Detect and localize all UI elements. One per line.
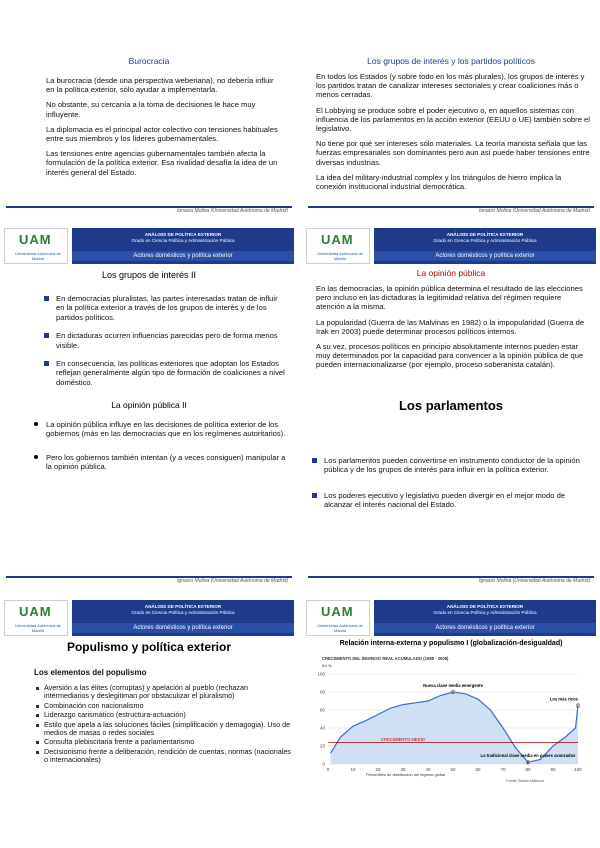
paragraph: El Lobbying se produce sobre el poder ejecutivo o, en aquellos sistemas con influencia de los parlamentos en la acción exterior (EEUU o UE) también sobre el legislativo. <box>316 105 590 134</box>
slide-opinion-publica-ii <box>0 396 298 586</box>
paragraph: En todos los Estados (y sobre todo en los más plurales), los grupos de interés y los partidos tratan de canalizar intereses sectoriales y crear coaliciones más o menos cerradas. <box>316 72 585 100</box>
footer-author: Ignacio Molina (Universidad Autónoma de Madrid) <box>479 578 590 584</box>
degree-name: Grado en Ciencia Política y Administración Pública <box>433 238 537 243</box>
x-tick-label: 70 <box>500 767 506 772</box>
list-item: Pero los gobiernos también intentan (y a veces consiguen) manipular a la opinión pública. <box>34 453 290 472</box>
paragraph: La diplomacia es el principal actor colectivo con tensiones habituales entre sus miembros y los líderes gubernamentales. <box>46 124 278 144</box>
banner-bar <box>72 228 294 264</box>
y-tick-label: 80 <box>319 689 325 695</box>
chart-title: CRECIMIENTO DEL INGRESO REAL ACUMULADO (1988 - 2008) <box>322 656 449 661</box>
slide-title: Los grupos de interés II <box>101 270 197 280</box>
y-axis-label: En % <box>322 663 332 668</box>
unit-name: Actores domésticos y política exterior <box>374 251 596 261</box>
x-axis-label: Percentiles de distribución del ingreso global <box>366 772 446 777</box>
unit-name: Actores domésticos y política exterior <box>72 623 294 633</box>
bullet-icon <box>312 458 317 463</box>
course-banner <box>0 598 298 638</box>
paragraph: No tiene por qué ser intereses sólo materiales. La teoría marxista señala que las fuerzas empresariales son dominantes pero aun así puede haber tensiones entre diversas industrias. <box>316 139 590 167</box>
course-title: ANÁLISIS DE POLÍTICA EXTERIOR <box>446 232 524 237</box>
uam-logo <box>306 228 370 264</box>
slide-opinion-publica <box>302 226 600 398</box>
unit-name: Actores domésticos y política exterior <box>374 623 596 633</box>
uam-logo <box>4 600 68 636</box>
paragraph: En las democracias, la opinión pública determina el resultado de las elecciones pero incluso en las dictaduras la legitimidad relativa del régimen requiere atención a la misma. <box>316 284 583 312</box>
bullet-list <box>34 420 290 481</box>
degree-name: Grado en Ciencia Política y Administración Pública <box>131 610 235 615</box>
x-tick-label: 80 <box>525 767 531 772</box>
list-item: Decisionismo frente a deliberación, rendición de cuentas, normas (nacionales o internacionales) <box>36 748 292 765</box>
paragraph: La burocracia (desde una perspectiva weberiana), no debería influir en la política exterior, sólo ayudar a implementarla. <box>46 76 274 95</box>
bullet-icon <box>36 714 39 717</box>
paragraph: No obstante, su cercanía a la toma de decisiones le hace muy influyente. <box>46 100 256 119</box>
y-tick-label: 100 <box>317 671 325 677</box>
logo-subtitle: Universidad Autónoma de Madrid <box>15 251 61 261</box>
slide-parlamentos <box>302 396 600 586</box>
list-item: Aversión a las élites (corruptas) y apelación al pueblo (rechazan intermediarios y deslegitiman por obstaculizar el pluralismo) <box>36 684 292 701</box>
list-item: En consecuencia, las políticas exteriores que adoptan los Estados reflejan generalmente algún tipo de formación de coaliciones a nivel doméstico. <box>44 359 288 387</box>
bullet-icon <box>44 296 49 301</box>
list-item: Estilo que apela a las soluciones fáciles (simplificación y demagogia). Uso de medios de masas o redes sociales <box>36 721 292 738</box>
bullet-icon <box>44 361 49 366</box>
section-subtitle: Los elementos del populismo <box>34 668 147 677</box>
slide-title: Los parlamentos <box>398 398 504 413</box>
x-tick-label: 50 <box>450 767 456 772</box>
uam-logo <box>306 600 370 636</box>
bullet-icon <box>36 724 39 727</box>
slide-title: Relación interna-externa y populismo I (globalización-desigualdad) <box>339 640 563 647</box>
list-item: En democracias pluralistas, las partes interesadas tratan de influir en la política exterior a través de los grupos de interés y de los partidos políticos. <box>44 294 288 322</box>
chart-source: Fuente: Branko Milanovic <box>506 779 545 783</box>
growth-chart <box>306 652 596 784</box>
list-item: Los parlamentos pueden convertirse en instrumento conductor de la opinión pública y de los grupos de interés para influir en la política exterior. <box>312 456 588 475</box>
bullet-icon <box>36 687 39 690</box>
bullet-icon <box>36 705 39 708</box>
x-tick-label: 10 <box>350 767 356 772</box>
annotation-label: CRECIMIENTO MEDIO <box>380 736 426 742</box>
annotation-marker-label: A <box>451 690 455 695</box>
bullet-icon <box>312 493 317 498</box>
course-banner <box>302 226 600 266</box>
logo-text: UAM <box>321 604 354 619</box>
footer-author: Ignacio Molina (Universidad Autónoma de Madrid) <box>479 208 590 212</box>
x-tick-label: 30 <box>400 767 406 772</box>
paragraph: La popularidad (Guerra de las Malvinas en 1982) o la impopularidad (Guerra de Irak en 2003) puede determinar procesos políticos internos. <box>316 317 585 336</box>
bullet-icon <box>44 333 49 338</box>
logo-subtitle: Universidad Autónoma de Madrid <box>15 623 61 633</box>
bullet-icon <box>34 422 38 426</box>
course-banner <box>302 598 600 638</box>
slide-burocracia <box>0 0 298 212</box>
slide-title: La opinión pública <box>416 268 486 278</box>
course-banner <box>0 226 298 266</box>
slide-grupos-interes-ii <box>0 226 298 398</box>
logo-text: UAM <box>19 604 52 619</box>
annotation-label: Los más ricos <box>549 696 578 702</box>
x-tick-label: 60 <box>475 767 481 772</box>
x-tick-label: 100 <box>574 767 582 772</box>
bullet-list <box>312 456 588 519</box>
list-item: Liderazgo carismático (estructura-actuación) <box>36 711 292 719</box>
course-title: ANÁLISIS DE POLÍTICA EXTERIOR <box>446 604 524 609</box>
y-tick-label: 60 <box>319 707 325 713</box>
slide-grupos-partidos <box>302 0 600 212</box>
slide-populismo-grafico <box>302 598 600 786</box>
y-tick-label: 0 <box>322 761 325 767</box>
bullet-icon <box>36 741 39 744</box>
y-tick-label: 20 <box>319 743 325 749</box>
annotation-label: La tradicional clase media en países avanzados <box>480 753 576 759</box>
banner-bar <box>72 600 294 636</box>
logo-subtitle: Universidad Autónoma de Madrid <box>317 623 363 633</box>
unit-name: Actores domésticos y política exterior <box>72 251 294 261</box>
degree-name: Grado en Ciencia Política y Administración Pública <box>433 610 537 615</box>
list-item: La opinión pública influye en las decisiones de política exterior de los gobiernos (más en las democracias que en los regímenes autoritarios). <box>34 420 290 439</box>
x-tick-label: 20 <box>375 767 381 772</box>
x-tick-label: 0 <box>326 767 330 772</box>
y-tick-label: 40 <box>319 725 325 731</box>
footer-author: Ignacio Molina (Universidad Autónoma de Madrid) <box>177 208 288 212</box>
paragraph: Las tensiones entre agencias gubernamentales también afecta la formulación de la política exterior. Esa rivalidad desafía la idea de un interés general del Estado. <box>46 149 278 177</box>
annotation-marker-label: C <box>576 704 580 708</box>
slide-title: Populismo y política exterior <box>66 640 232 654</box>
x-tick-label: 40 <box>425 767 431 772</box>
slide-title: La opinión pública II <box>111 400 187 410</box>
bullet-list <box>44 294 288 396</box>
paragraph: La idea del military-industrial complex y los triángulos de hierro implica la conexión institucional industrial democrática. <box>316 172 562 192</box>
footer-author: Ignacio Molina (Universidad Autónoma de Madrid) <box>177 578 288 584</box>
degree-name: Grado en Ciencia Política y Administración Pública <box>131 238 235 243</box>
paragraph: A su vez, procesos políticos en principio absolutamente internos pueden estar muy determinados por la capacidad para convencer a la opinión pública de que pueden internacionalizarse (por ejemplo, proceso soberanista catalán). <box>316 342 584 370</box>
bullet-icon <box>34 455 38 459</box>
slide-populismo <box>0 598 298 786</box>
slide-title: Burocracia <box>128 56 170 66</box>
annotation-marker-label: B <box>526 760 530 765</box>
list-item: Consulta plebiscitaria frente a parlamentarismo <box>36 738 292 746</box>
course-title: ANÁLISIS DE POLÍTICA EXTERIOR <box>144 604 222 609</box>
list-item: Los poderes ejecutivo y legislativo pueden divergir en el mejor modo de alcanzar el interés nacional del Estado. <box>312 491 588 510</box>
annotation-label: Nueva clase media emergente <box>423 683 483 688</box>
bullet-list <box>36 684 292 766</box>
list-item: En dictaduras ocurren influencias parecidas pero de forma menos visible. <box>44 331 288 350</box>
uam-logo <box>4 228 68 264</box>
banner-bar <box>374 600 596 636</box>
logo-text: UAM <box>19 232 52 247</box>
course-title: ANÁLISIS DE POLÍTICA EXTERIOR <box>144 232 222 237</box>
logo-subtitle: Universidad Autónoma de Madrid <box>317 251 363 261</box>
slide-title: Los grupos de interés y los partidos políticos <box>367 56 535 66</box>
banner-bar <box>374 228 596 264</box>
logo-text: UAM <box>321 232 354 247</box>
x-tick-label: 90 <box>550 767 556 772</box>
list-item: Combinación con nacionalismo <box>36 702 292 710</box>
bullet-icon <box>36 751 39 754</box>
